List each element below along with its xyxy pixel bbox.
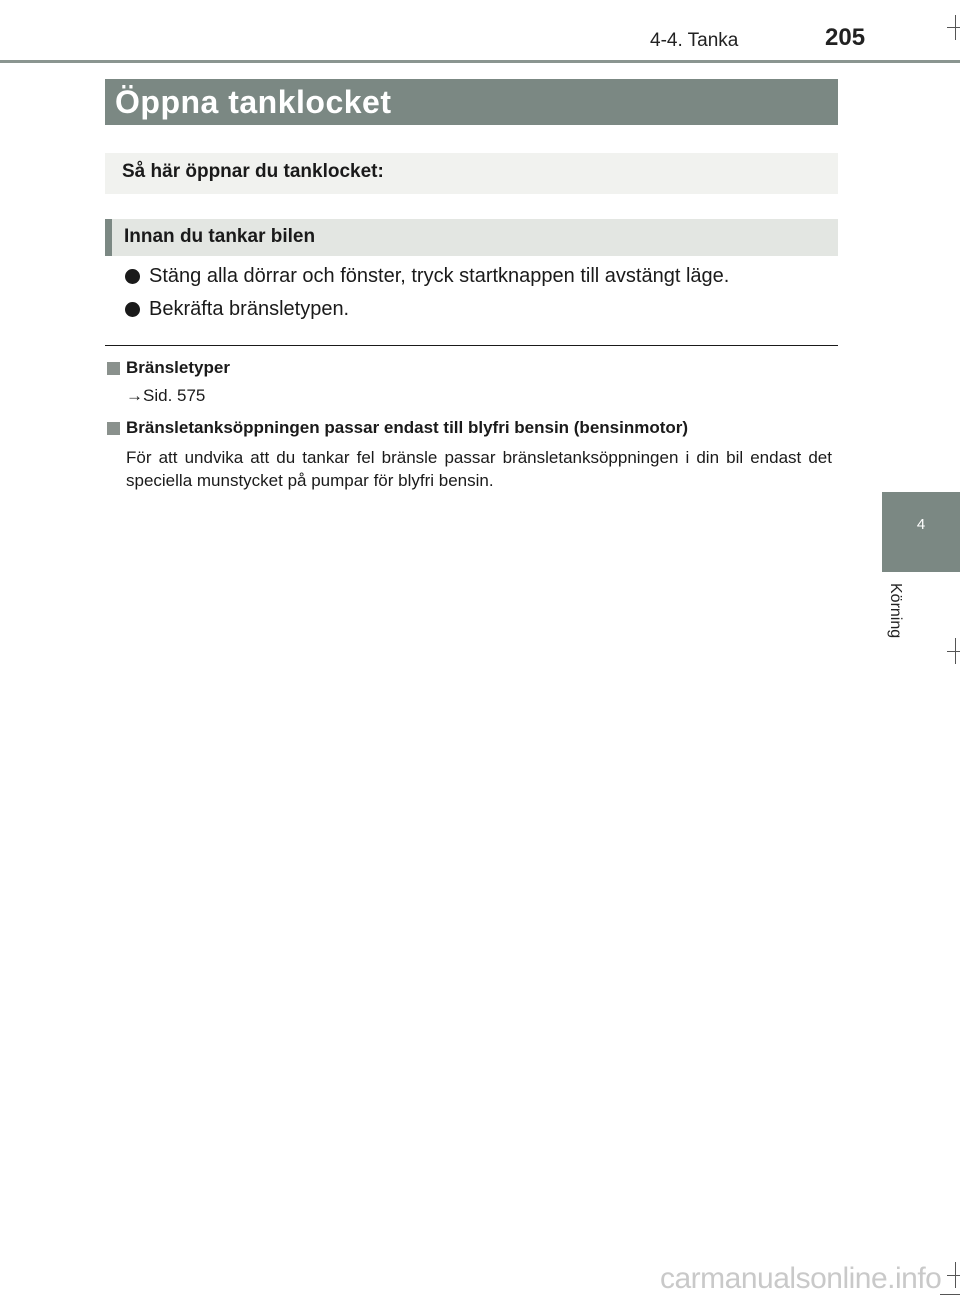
subheading: Innan du tankar bilen	[124, 226, 316, 247]
crop-mark	[955, 638, 956, 664]
page-number: 205	[825, 24, 866, 51]
intro-text: Så här öppnar du tanklocket:	[122, 161, 384, 182]
page-reference-link[interactable]: Sid. 575	[143, 386, 206, 405]
bullet-item	[125, 298, 349, 321]
page-title: Öppna tanklocket	[115, 84, 392, 120]
section-divider	[105, 345, 838, 346]
square-bullet-icon	[107, 362, 120, 375]
note-heading-text: Bränsletanksöppningen passar endast till blyfri bensin (bensinmotor)	[126, 418, 689, 437]
chapter-number: 4	[916, 516, 926, 533]
crop-mark	[947, 1275, 960, 1276]
bullet-text: Bekräfta bränsletypen.	[149, 298, 350, 320]
crop-mark	[955, 1262, 956, 1288]
note-paragraph: För att undvika att du tankar fel bränsle passar bränsletanksöppningen i din bil endast det speciella munstycket på pumpar för blyfri bensin.	[126, 448, 832, 490]
section-header: 4-4. Tanka	[650, 30, 739, 51]
note-heading	[107, 358, 230, 378]
chapter-tab	[882, 492, 960, 572]
note-heading-text: Bränsletyper	[126, 358, 230, 377]
note-heading	[107, 418, 688, 438]
title-bar	[105, 79, 838, 125]
crop-mark	[940, 1294, 960, 1295]
bullet-text: Stäng alla dörrar och fönster, tryck startknappen till avstängt läge.	[149, 265, 730, 287]
intro-box	[105, 153, 838, 194]
crop-mark	[947, 27, 960, 28]
crop-mark	[947, 651, 960, 652]
bullet-icon	[125, 269, 140, 284]
square-bullet-icon	[107, 422, 120, 435]
watermark: carmanualsonline.info	[660, 1262, 942, 1295]
bullet-icon	[125, 302, 140, 317]
arrow-icon: →	[126, 386, 143, 405]
header-rule	[0, 60, 960, 63]
page-reference	[126, 386, 205, 406]
crop-mark	[955, 15, 956, 40]
subheading-bar	[105, 219, 838, 256]
chapter-label: Körning	[887, 583, 904, 639]
bullet-item	[125, 265, 729, 288]
